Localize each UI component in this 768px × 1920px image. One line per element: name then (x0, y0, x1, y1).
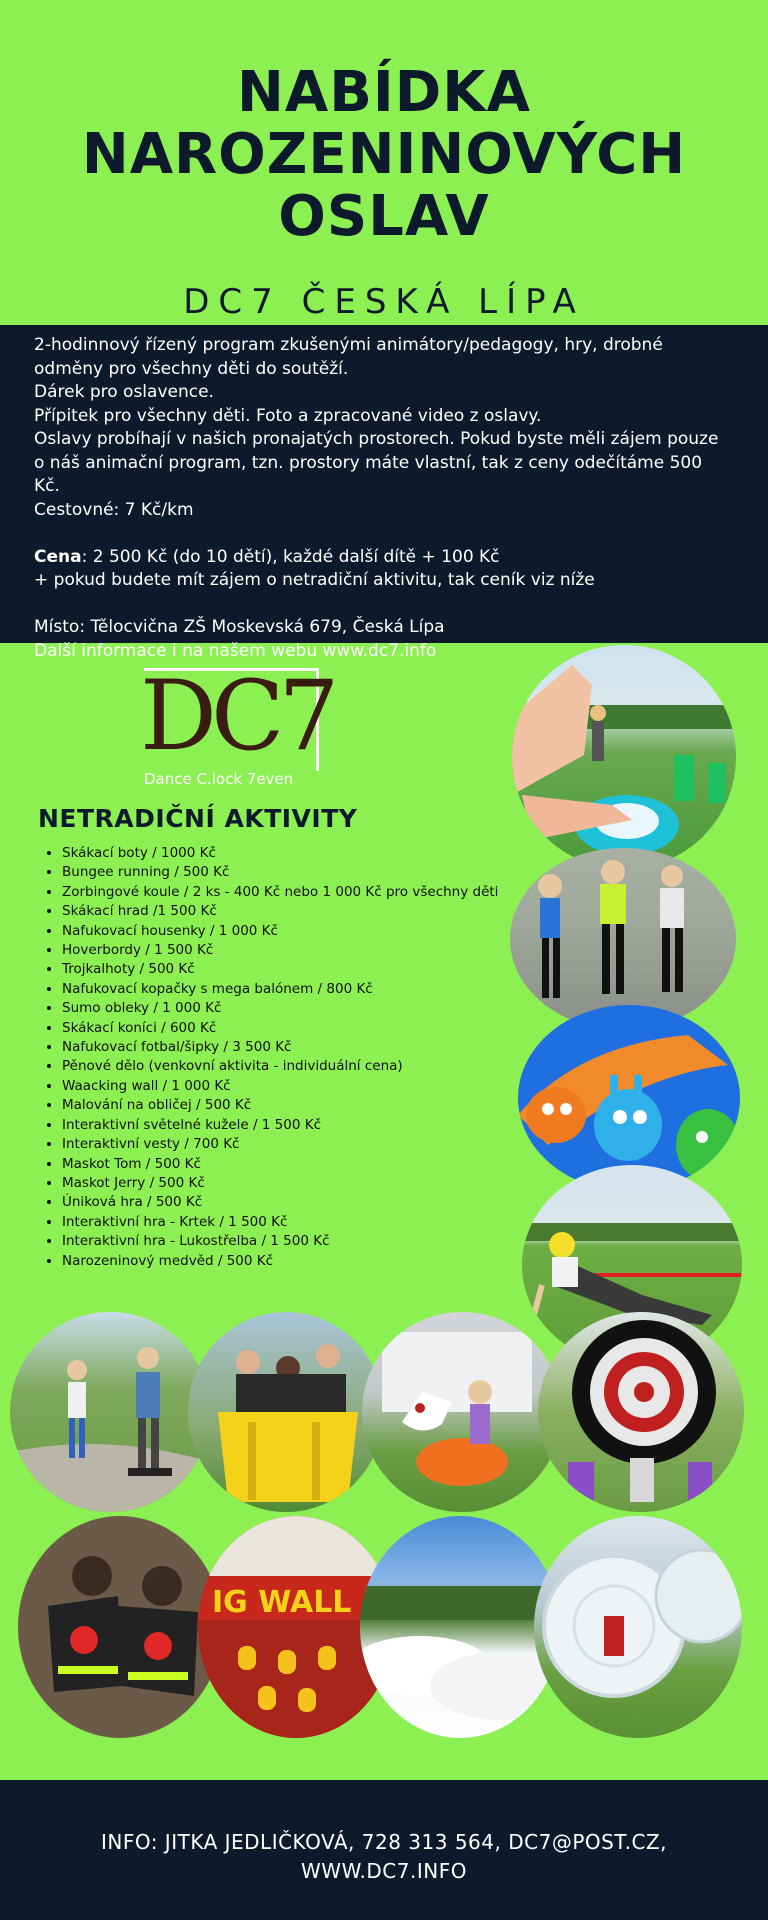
info-text (34, 334, 724, 663)
info-line: Dárek pro oslavence. (34, 382, 214, 402)
footer-contact (0, 1828, 768, 1886)
wall-sign: IG WALL (212, 1585, 352, 1620)
activity-item: • Skákací hrad /1 500 Kč (62, 902, 542, 921)
photo-inflatable-caterpillars (518, 1005, 740, 1191)
page-title (0, 62, 768, 248)
logo-mark: DC7 (140, 660, 334, 772)
activity-item: • Úniková hra / 500 Kč (62, 1193, 542, 1212)
activity-item: • Skákací koníci / 600 Kč (62, 1019, 542, 1038)
footer-web: WWW.DC7.INFO (301, 1859, 467, 1883)
price-text: : 2 500 Kč (do 10 dětí), každé další dítě + 100 Kč (81, 546, 500, 567)
info-line: Cestovné: 7 Kč/km (34, 499, 194, 520)
activity-item: • Interaktivní světelné kužele / 1 500 Kč (62, 1116, 542, 1135)
place-text: Místo: Tělocvična ZŠ Moskevská 679, Česká Lípa (34, 617, 445, 637)
info-box (0, 325, 768, 661)
activity-item: • Skákací boty / 1000 Kč (62, 844, 542, 863)
title-line-2: NAROZENINOVÝCH (81, 122, 687, 187)
activity-item: • Interaktivní hra - Krtek / 1 500 Kč (62, 1213, 542, 1232)
photo-inflatable-darts (538, 1312, 744, 1512)
web-text: Další informace i na našem webu www.dc7.info (34, 640, 437, 661)
photo-foam-cannon (360, 1516, 560, 1738)
footer (0, 1780, 768, 1920)
logo-tagline: Dance C.lock 7even (144, 770, 294, 788)
photo-interactive-vests (18, 1516, 222, 1738)
photo-hoverboards (10, 1312, 210, 1512)
activity-item: • Interaktivní vesty / 700 Kč (62, 1135, 542, 1154)
price-line (34, 546, 724, 570)
activity-item: • Nafukovací fotbal/šipky / 3 500 Kč (62, 1038, 542, 1057)
activity-item: • Waacking wall / 1 000 Kč (62, 1077, 542, 1096)
info-line: Přípitek pro všechny děti. Foto a zpracované video z oslavy. (34, 405, 542, 426)
photo-hands-game (512, 645, 736, 869)
title-line-3: OSLAV (278, 184, 490, 249)
title-line-1: NABÍDKA (237, 60, 531, 125)
price-label: Cena (34, 546, 82, 567)
activity-item: • Interaktivní hra - Lukostřelba / 1 500 Kč (62, 1232, 542, 1251)
photo-zorbing-balls (534, 1516, 742, 1738)
activity-item: • Malování na obličej / 500 Kč (62, 1096, 542, 1115)
activity-item: • Nafukovací kopačky s mega balónem / 800 Kč (62, 980, 542, 999)
dc7-logo (140, 660, 334, 796)
footer-contact-line: INFO: JITKA JEDLIČKOVÁ, 728 313 564, DC7@POST.CZ, (100, 1830, 668, 1854)
activity-item: • Hoverbordy / 1 500 Kč (62, 941, 542, 960)
activities-list (38, 844, 542, 1271)
activities-title: NETRADIČNÍ AKTIVITY (38, 804, 358, 833)
photo-jumping-horse (362, 1312, 562, 1512)
activity-item: • Narozeninový medvěd / 500 Kč (62, 1252, 542, 1271)
activity-item: • Zorbingové koule / 2 ks - 400 Kč nebo 1 000 Kč pro všechny děti (62, 883, 542, 902)
activity-item: • Maskot Jerry / 500 Kč (62, 1174, 542, 1193)
price-note: + pokud budete mít zájem o netradiční aktivitu, tak ceník viz níže (34, 570, 595, 590)
photo-jumping-boots (510, 848, 736, 1030)
subtitle: DC7 ČESKÁ LÍPA (183, 282, 585, 322)
info-line: Oslavy probíhají v našich pronajatých prostorech. Pokud byste měli zájem pouze o náš animační program, tzn. prostory máte vlastní, tak z ceny odečítáme 500 Kč. (34, 429, 719, 496)
info-line: 2-hodinnový řízený program zkušenými animátory/pedagogy, hry, drobné odměny pro všechny děti do soutěží. (34, 335, 663, 379)
activity-item: • Trojkalhoty / 500 Kč (62, 960, 542, 979)
activity-item: • Sumo obleky / 1 000 Kč (62, 999, 542, 1018)
activity-item: • Pěnové dělo (venkovní aktivita - individuální cena) (62, 1057, 542, 1076)
activity-item: • Bungee running / 500 Kč (62, 863, 542, 882)
photo-three-legged-pants (188, 1312, 384, 1512)
activity-item: • Maskot Tom / 500 Kč (62, 1155, 542, 1174)
activity-item: • Nafukovací housenky / 1 000 Kč (62, 922, 542, 941)
